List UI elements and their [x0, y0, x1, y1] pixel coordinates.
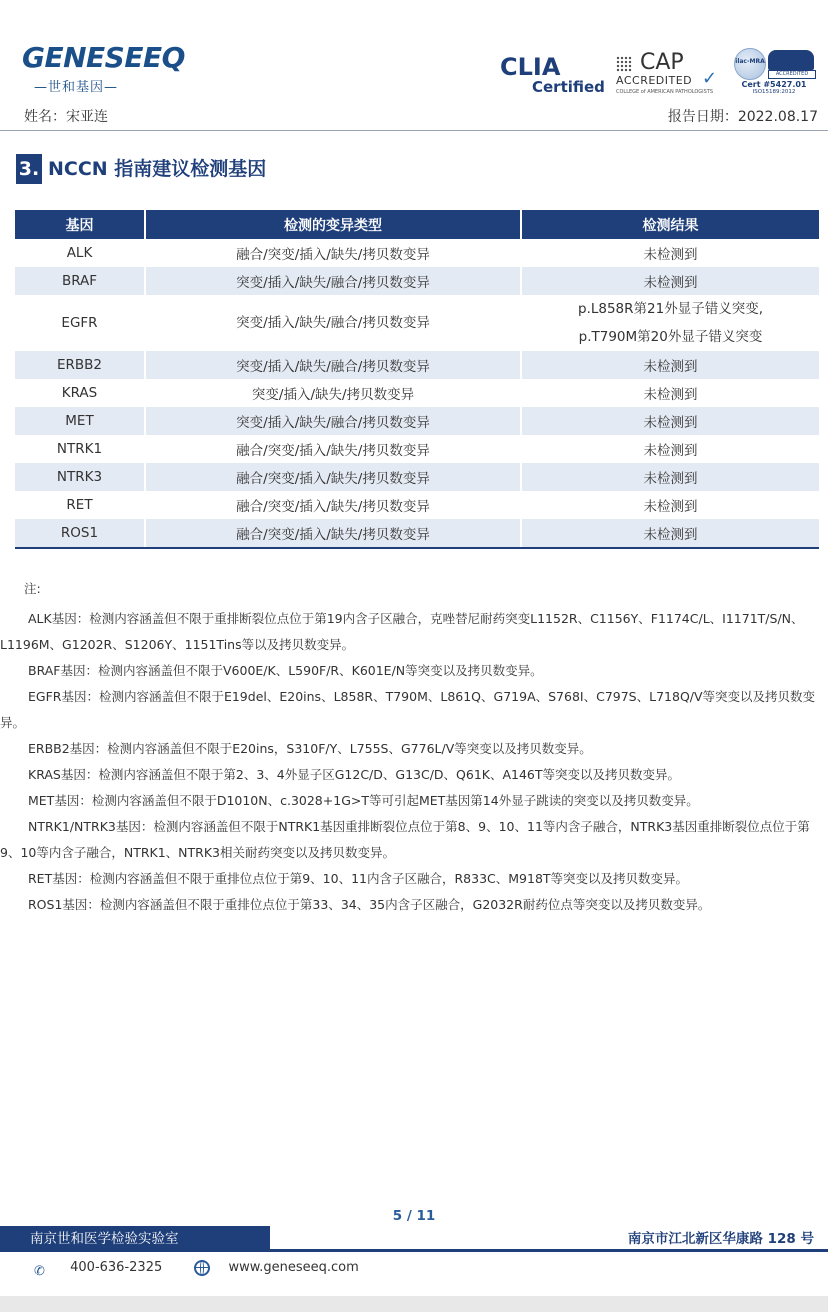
phone-number: 400-636-2325 [70, 1260, 163, 1275]
cnas-label: ACCREDITED [768, 70, 816, 79]
logo-wordmark: GENESEEQ [22, 41, 185, 74]
table-row [15, 463, 819, 491]
gene-cell: ALK [15, 239, 145, 267]
note-kras: KRAS基因：检测内容涵盖但不限于第2、3、4外显子区G12C/D、G13C/D、Q61K、A146T等突变以及拷贝数变异。 [28, 767, 681, 782]
variant-type-cell: 融合/突变/插入/缺失/拷贝数变异 [145, 519, 521, 548]
gene-cell: MET [15, 407, 145, 435]
footer-lab-name: 南京世和医学检验实验室 [30, 1231, 179, 1247]
notes-heading: 注: [24, 581, 41, 596]
section-title: NCCN 指南建议检测基因 [48, 158, 267, 180]
cnas-shield-icon [768, 50, 814, 70]
logo-chinese: — 世和基因 — [22, 76, 130, 95]
note-ros1: ROS1基因：检测内容涵盖但不限于重排位点位于第33、34、35内含子区融合，G2032R耐药位点等突变以及拷贝数变异。 [28, 897, 711, 912]
website-link[interactable]: www.geneseeq.com [228, 1260, 359, 1275]
table-row [15, 435, 819, 463]
note-alk: ALK基因：检测内容涵盖但不限于重排断裂位点位于第19内含子区融合，克唑替尼耐药突变L1152R、C1156Y、F1174C/L、I1171T/S/N、L1196M、G1202R、S1206Y、1151Tins等以及拷贝数变异。 [0, 611, 804, 652]
notes-section [0, 576, 820, 918]
cnas-badge [768, 50, 814, 76]
result-cell [521, 295, 819, 351]
table-row [15, 491, 819, 519]
variant-type-cell: 突变/插入/缺失/融合/拷贝数变异 [145, 351, 521, 379]
gene-cell: RET [15, 491, 145, 519]
table-row [15, 407, 819, 435]
page-number: 5 / 11 [392, 1208, 436, 1224]
section-number: 3. [16, 154, 42, 184]
geneseeq-logo [22, 41, 185, 100]
result-cell: 未检测到 [521, 407, 819, 435]
variant-type-cell: 突变/插入/缺失/融合/拷贝数变异 [145, 407, 521, 435]
variant-type-cell: 融合/突变/插入/缺失/拷贝数变异 [145, 239, 521, 267]
result-cell: 未检测到 [521, 463, 819, 491]
result-cell: 未检测到 [521, 351, 819, 379]
cap-accredited: ACCREDITED [616, 74, 693, 87]
gene-table [15, 210, 819, 549]
cap-logo [616, 52, 728, 98]
cap-title: CAP [640, 50, 684, 75]
table-row [15, 351, 819, 379]
globe-icon [194, 1260, 210, 1276]
checkmark-icon: ✓ [702, 68, 718, 89]
cap-dots-icon [616, 56, 632, 72]
gene-cell: ERBB2 [15, 351, 145, 379]
result-line-2: p.T790M第20外显子错义突变 [578, 329, 763, 345]
result-cell: 未检测到 [521, 239, 819, 267]
variant-type-cell: 融合/突变/插入/缺失/拷贝数变异 [145, 435, 521, 463]
iso-standard: ISO15189:2012 [752, 89, 796, 95]
table-header-row [15, 210, 819, 239]
result-cell: 未检测到 [521, 379, 819, 407]
clia-title: CLIA [500, 53, 561, 81]
cert-number: Cert #5427.01 [741, 80, 807, 89]
note-ntrk: NTRK1/NTRK3基因：检测内容涵盖但不限于NTRK1基因重排断裂位点位于第8、9、10、11等内含子融合，NTRK3基因重排断裂位点位于第9、10等内含子融合，NTRK1、NTRK3相关耐药突变以及拷贝数变异。 [0, 819, 810, 860]
result-cell: 未检测到 [521, 491, 819, 519]
clia-subtitle: Certified [532, 78, 605, 96]
result-line-1: p.L858R第21外显子错义突变, [578, 301, 763, 317]
variant-type-cell: 突变/插入/缺失/融合/拷贝数变异 [145, 295, 521, 351]
ilac-cnas-logo [732, 48, 816, 98]
note-braf: BRAF基因：检测内容涵盖但不限于V600E/K、L590F/R、K601E/N等突变以及拷贝数变异。 [28, 663, 543, 678]
gene-cell: ROS1 [15, 519, 145, 548]
clia-logo [500, 55, 610, 97]
header-divider [0, 130, 828, 131]
footer-address: 南京市江北新区华康路 128 号 [627, 1231, 814, 1247]
gene-cell: NTRK3 [15, 463, 145, 491]
ilac-label: ilac-MRA [735, 58, 765, 65]
result-cell: 未检测到 [521, 435, 819, 463]
variant-type-cell: 突变/插入/缺失/融合/拷贝数变异 [145, 267, 521, 295]
table-row [15, 239, 819, 267]
table-row [15, 379, 819, 407]
col-header-result: 检测结果 [521, 210, 819, 239]
variant-type-cell: 融合/突变/插入/缺失/拷贝数变异 [145, 491, 521, 519]
report-date: 报告日期：2022.08.17 [667, 109, 818, 125]
variant-type-cell: 融合/突变/插入/缺失/拷贝数变异 [145, 463, 521, 491]
variant-type-cell: 突变/插入/缺失/拷贝数变异 [145, 379, 521, 407]
result-cell: 未检测到 [521, 267, 819, 295]
result-cell: 未检测到 [521, 519, 819, 548]
gene-cell: NTRK1 [15, 435, 145, 463]
footer-contact [34, 1257, 359, 1279]
note-erbb2: ERBB2基因：检测内容涵盖但不限于E20ins，S310F/Y、L755S、G776L/V等突变以及拷贝数变异。 [28, 741, 592, 756]
gene-cell: KRAS [15, 379, 145, 407]
note-met: MET基因：检测内容涵盖但不限于D1010N、c.3028+1G>T等可引起MET基因第14外显子跳读的突变以及拷贝数变异。 [28, 793, 699, 808]
col-header-gene: 基因 [15, 210, 145, 239]
note-ret: RET基因：检测内容涵盖但不限于重排位点位于第9、10、11内含子区融合，R833C、M918T等突变以及拷贝数变异。 [28, 871, 689, 886]
gene-cell: BRAF [15, 267, 145, 295]
cap-college: COLLEGE of AMERICAN PATHOLOGISTS [616, 89, 714, 95]
table-row [15, 267, 819, 295]
note-egfr: EGFR基因：检测内容涵盖但不限于E19del、E20ins、L858R、T790M、L861Q、G719A、S768I、C797S、L718Q/V等突变以及拷贝数变异。 [0, 689, 816, 730]
table-row [15, 295, 819, 351]
col-header-variant-type: 检测的变异类型 [145, 210, 521, 239]
gene-cell: EGFR [15, 295, 145, 351]
table-row [15, 519, 819, 548]
bottom-strip [0, 1296, 828, 1312]
patient-name: 姓名：宋亚连 [24, 109, 108, 125]
phone-icon: ✆ [34, 1263, 45, 1279]
